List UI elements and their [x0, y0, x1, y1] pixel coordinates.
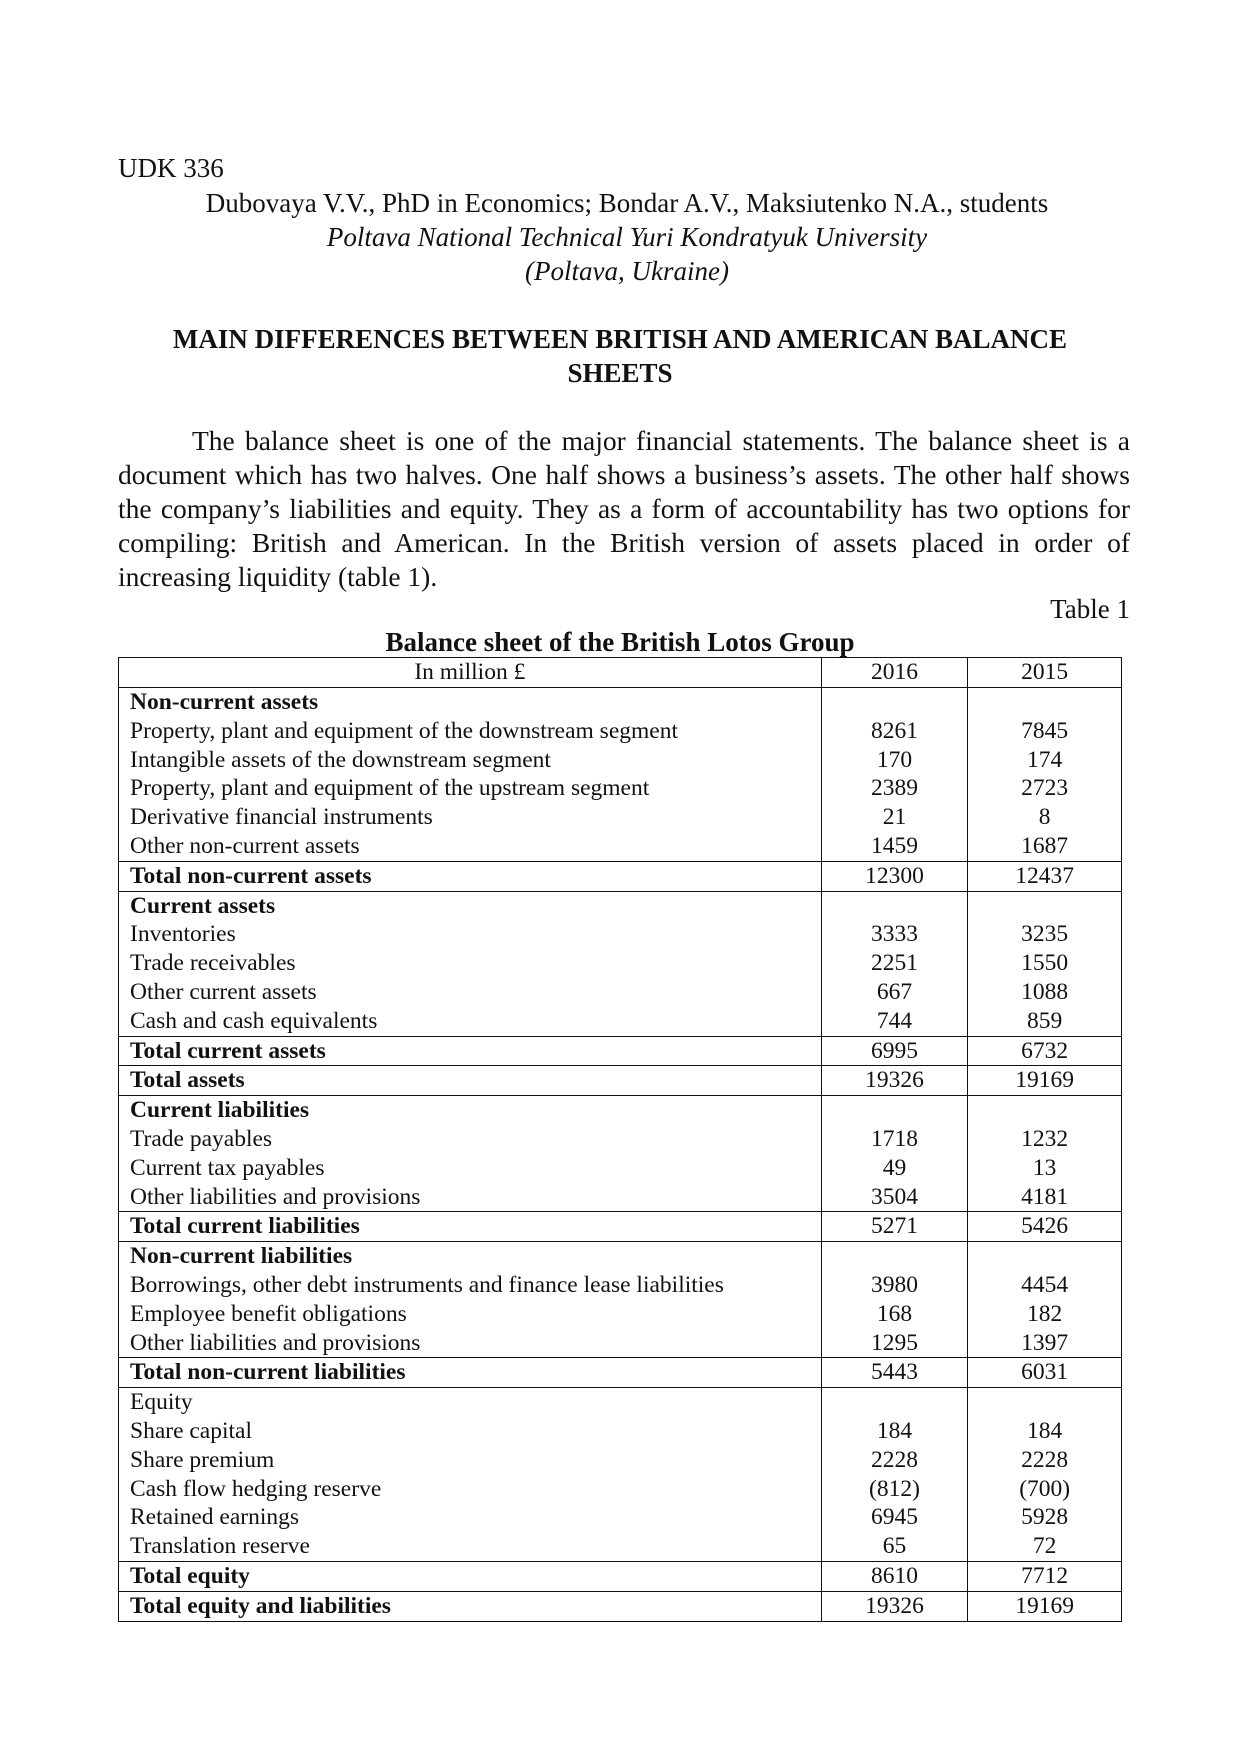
total-value-2015: 19169	[968, 1591, 1122, 1621]
row-label: Inventories	[130, 921, 236, 948]
section-heading: Non-current liabilities	[130, 1243, 353, 1270]
table-label: Table 1	[1050, 594, 1130, 624]
university-line: Poltava National Technical Yuri Kondratyuk University	[326, 222, 928, 252]
row-value-2015: 1088	[1021, 978, 1069, 1005]
header-2016: 2016	[821, 658, 968, 688]
section-row	[119, 891, 1122, 1036]
section-row	[119, 1388, 1122, 1562]
section-labels	[119, 1096, 822, 1212]
row-value-2015: 1397	[1021, 1329, 1069, 1356]
section-row	[119, 1242, 1122, 1358]
row-value-2016: (812)	[869, 1475, 920, 1502]
table-title: Balance sheet of the British Lotos Group	[385, 627, 855, 657]
section-values-2016	[821, 1242, 968, 1358]
total-label: Total current assets	[119, 1036, 822, 1066]
row-value-2016: 21	[882, 804, 907, 831]
row-label: Employee benefit obligations	[130, 1300, 407, 1327]
row-value-2016: 2251	[871, 950, 918, 977]
section-heading: Current liabilities	[130, 1097, 310, 1124]
section-values-2015	[968, 1388, 1122, 1562]
total-row	[119, 1591, 1122, 1621]
spacer	[822, 1388, 968, 1417]
section-heading: Equity	[130, 1389, 193, 1416]
row-label: Other liabilities and provisions	[130, 1329, 421, 1356]
section-values-2016	[821, 688, 968, 862]
row-value-2015: 2228	[1021, 1446, 1069, 1473]
total-row	[119, 1358, 1122, 1388]
row-label: Property, plant and equipment of the downstream segment	[130, 717, 678, 744]
section-labels	[119, 891, 822, 1036]
row-value-2015: 1550	[1021, 950, 1069, 977]
row-value-2015: 4454	[1021, 1271, 1069, 1298]
total-value-2016: 12300	[821, 861, 968, 891]
row-value-2016: 3504	[871, 1183, 918, 1210]
row-value-2016: 2389	[871, 775, 918, 802]
row-value-2015: 174	[1027, 746, 1063, 773]
section-labels	[119, 1242, 822, 1358]
article-title: MAIN DIFFERENCES BETWEEN BRITISH AND AMERICAN BALANCE SHEETS	[172, 324, 1068, 388]
row-label: Share capital	[130, 1417, 253, 1444]
row-label: Borrowings, other debt instruments and finance lease liabilities	[130, 1271, 724, 1298]
spacer	[968, 892, 1121, 921]
row-value-2015: 2723	[1021, 775, 1069, 802]
total-value-2015: 19169	[968, 1066, 1122, 1096]
row-value-2016: 1295	[871, 1329, 918, 1356]
row-value-2016: 3980	[871, 1271, 918, 1298]
row-value-2015: 72	[1032, 1533, 1057, 1560]
spacer	[968, 1242, 1121, 1271]
total-row	[119, 1036, 1122, 1066]
row-value-2015: 5928	[1021, 1504, 1069, 1531]
section-row	[119, 1096, 1122, 1212]
row-value-2015: 8	[1038, 804, 1051, 831]
row-value-2016: 65	[882, 1533, 907, 1560]
balance-sheet-table	[118, 657, 1122, 1622]
spacer	[968, 1096, 1121, 1125]
row-value-2015: 4181	[1021, 1183, 1069, 1210]
section-heading: Non-current assets	[130, 689, 319, 715]
row-value-2016: 1459	[871, 832, 918, 859]
row-label: Trade payables	[130, 1125, 273, 1152]
total-value-2016: 5271	[821, 1212, 968, 1242]
row-value-2015: 859	[1027, 1007, 1063, 1034]
row-value-2016: 184	[876, 1417, 913, 1444]
row-value-2015: 13	[1032, 1154, 1057, 1181]
spacer	[968, 688, 1121, 717]
row-value-2016: 744	[876, 1007, 913, 1034]
row-value-2016: 8261	[871, 717, 918, 744]
row-value-2015: 7845	[1021, 717, 1069, 744]
spacer	[822, 1242, 968, 1271]
row-label: Retained earnings	[130, 1504, 300, 1531]
row-value-2015: 182	[1027, 1300, 1063, 1327]
total-value-2016: 19326	[821, 1066, 968, 1096]
row-label: Cash and cash equivalents	[130, 1007, 378, 1034]
total-value-2015: 6031	[968, 1358, 1122, 1388]
row-label: Derivative financial instruments	[130, 804, 433, 831]
row-value-2015: 1687	[1021, 832, 1069, 859]
row-label: Cash flow hedging reserve	[130, 1475, 382, 1502]
row-label: Share premium	[130, 1446, 275, 1473]
row-label: Other current assets	[130, 978, 317, 1005]
section-values-2015	[968, 1096, 1122, 1212]
row-value-2015: 3235	[1021, 921, 1069, 948]
total-label: Total current liabilities	[119, 1212, 822, 1242]
spacer	[968, 1388, 1121, 1417]
table-header-row	[119, 658, 1122, 688]
row-label: Other liabilities and provisions	[130, 1183, 421, 1210]
spacer	[822, 1096, 968, 1125]
row-value-2015: 1232	[1021, 1125, 1069, 1152]
total-row	[119, 861, 1122, 891]
total-value-2015: 7712	[968, 1561, 1122, 1591]
section-values-2015	[968, 688, 1122, 862]
row-label: Current tax payables	[130, 1154, 325, 1181]
row-label: Translation reserve	[130, 1533, 310, 1560]
authors-line: Dubovaya V.V., PhD in Economics; Bondar A.V., Maksiutenko N.A., students	[205, 188, 1049, 218]
section-values-2015	[968, 891, 1122, 1036]
row-value-2016: 168	[876, 1300, 913, 1327]
total-label: Total equity	[119, 1561, 822, 1591]
udk-code: UDK 336	[118, 153, 224, 183]
total-row	[119, 1561, 1122, 1591]
total-value-2015: 5426	[968, 1212, 1122, 1242]
location-line: (Poltava, Ukraine)	[525, 256, 729, 286]
section-row	[119, 688, 1122, 862]
row-value-2016: 6945	[871, 1504, 918, 1531]
total-row	[119, 1066, 1122, 1096]
row-value-2016: 3333	[871, 921, 918, 948]
row-value-2015: (700)	[1019, 1475, 1071, 1502]
total-label: Total assets	[119, 1066, 822, 1096]
row-label: Trade receivables	[130, 950, 296, 977]
total-value-2016: 8610	[821, 1561, 968, 1591]
row-value-2016: 2228	[871, 1446, 918, 1473]
total-label: Total non-current assets	[119, 861, 822, 891]
total-value-2016: 5443	[821, 1358, 968, 1388]
section-values-2015	[968, 1242, 1122, 1358]
total-label: Total equity and liabilities	[119, 1591, 822, 1621]
row-value-2015: 184	[1027, 1417, 1063, 1444]
section-heading: Current assets	[130, 892, 276, 919]
header-2015: 2015	[968, 658, 1122, 688]
total-value-2015: 12437	[968, 861, 1122, 891]
row-label: Other non-current assets	[130, 832, 360, 859]
author-block	[0, 186, 1240, 288]
intro-paragraph: The balance sheet is one of the major financial statements. The balance sheet is a document which has two halves. One half shows a business’s assets. The other half shows the company’s liabilities and equity. They as a form of accountability has two options for compiling: British and American. In the British version of assets placed in order of increasing liquidity (table 1).	[118, 425, 1130, 592]
total-value-2015: 6732	[968, 1036, 1122, 1066]
row-label: Intangible assets of the downstream segment	[130, 746, 551, 773]
row-value-2016: 170	[876, 746, 913, 773]
total-row	[119, 1212, 1122, 1242]
section-labels	[119, 688, 822, 862]
total-value-2016: 6995	[821, 1036, 968, 1066]
section-values-2016	[821, 891, 968, 1036]
row-label: Property, plant and equipment of the upstream segment	[130, 775, 650, 802]
row-value-2016: 667	[876, 978, 913, 1005]
spacer	[822, 688, 968, 717]
section-values-2016	[821, 1096, 968, 1212]
section-values-2016	[821, 1388, 968, 1562]
total-label: Total non-current liabilities	[119, 1358, 822, 1388]
section-labels	[119, 1388, 822, 1562]
row-value-2016: 1718	[871, 1125, 918, 1152]
row-value-2016: 49	[882, 1154, 907, 1181]
header-unit: In million £	[119, 658, 822, 688]
spacer	[822, 892, 968, 921]
total-value-2016: 19326	[821, 1591, 968, 1621]
